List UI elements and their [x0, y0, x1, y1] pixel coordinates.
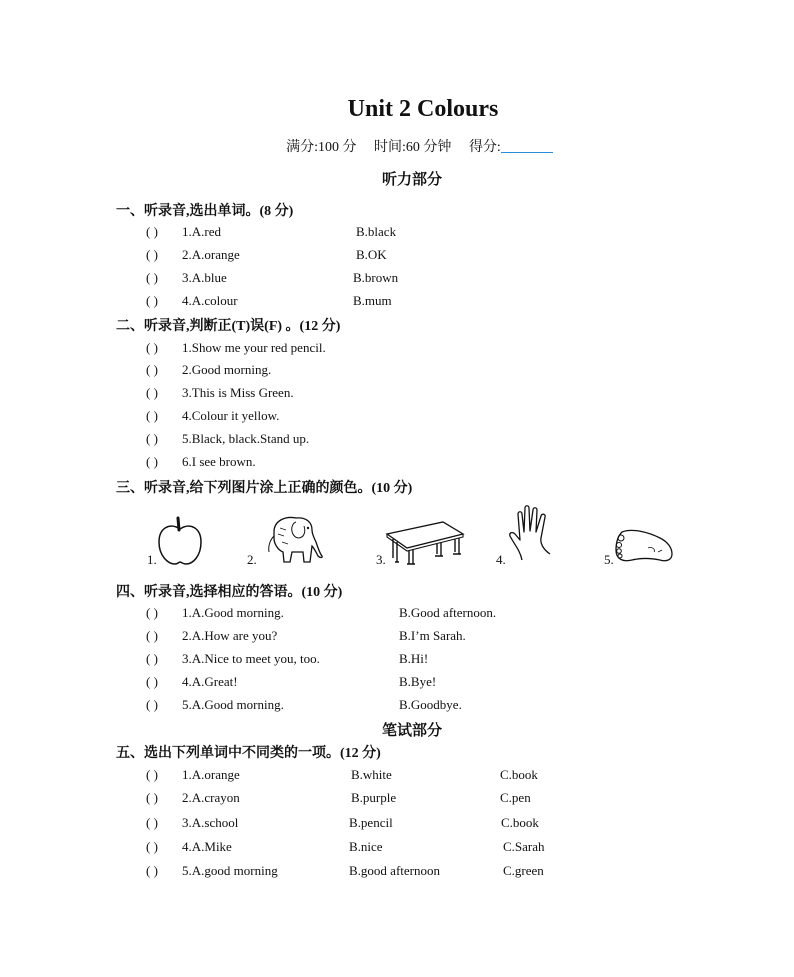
- option-a: 3.A.blue: [182, 270, 227, 285]
- option-b: B.I’m Sarah.: [399, 628, 466, 643]
- option-a: 1.A.orange: [182, 767, 240, 782]
- statement: 3.This is Miss Green.: [182, 385, 294, 400]
- option-b: B.black: [356, 224, 397, 239]
- answer-blank[interactable]: ( ): [146, 408, 158, 423]
- option-a: 5.A.Good morning.: [182, 697, 284, 712]
- answer-blank[interactable]: ( ): [146, 839, 158, 854]
- option-a: 4.A.Mike: [182, 839, 232, 854]
- option-a: 2.A.How are you?: [182, 628, 278, 643]
- picture-number: 3.: [376, 552, 386, 567]
- section-1-heading: 一、听录音,选出单词。(8 分): [116, 204, 294, 219]
- statement: 5.Black, black.Stand up.: [182, 431, 310, 446]
- option-a: 2.A.orange: [182, 247, 240, 262]
- picture-number: 4.: [496, 552, 506, 567]
- full-score: 满分:100 分: [286, 140, 357, 155]
- listening-header: 听力部分: [381, 172, 442, 188]
- option-a: 5.A.good morning: [182, 863, 278, 878]
- option-b: B.OK: [356, 247, 387, 262]
- answer-blank[interactable]: ( ): [146, 454, 158, 469]
- answer-blank[interactable]: ( ): [146, 767, 158, 782]
- option-a: 4.A.colour: [182, 293, 238, 308]
- answer-blank[interactable]: ( ): [146, 270, 158, 285]
- option-b: B.Good afternoon.: [399, 605, 497, 620]
- option-a: 1.A.Good morning.: [182, 605, 284, 620]
- answer-blank[interactable]: ( ): [146, 293, 158, 308]
- answer-blank[interactable]: ( ): [146, 224, 158, 239]
- picture-number: 2.: [247, 552, 257, 567]
- section-5-heading: 五、选出下列单词中不同类的一项。(12 分): [116, 746, 381, 761]
- statement: 6.I see brown.: [182, 454, 256, 469]
- option-b: B.Bye!: [399, 674, 437, 689]
- option-b: B.nice: [349, 839, 383, 854]
- answer-blank[interactable]: ( ): [146, 697, 158, 712]
- answer-blank[interactable]: ( ): [146, 247, 158, 262]
- time-limit: 时间:60 分钟: [374, 140, 452, 155]
- page-title: Unit 2 Colours: [347, 96, 499, 122]
- option-b: B.pencil: [349, 815, 393, 830]
- picture-number: 1.: [147, 552, 157, 567]
- answer-blank[interactable]: ( ): [146, 674, 158, 689]
- option-b: B.Goodbye.: [399, 697, 462, 712]
- foot-picture[interactable]: [612, 526, 674, 566]
- option-c: C.green: [503, 863, 544, 878]
- answer-blank[interactable]: ( ): [146, 815, 158, 830]
- statement: 4.Colour it yellow.: [182, 408, 280, 423]
- section-2-heading: 二、听录音,判断正(T)误(F) 。(12 分): [116, 319, 341, 334]
- score-label: 得分:: [469, 140, 560, 155]
- answer-blank[interactable]: ( ): [146, 385, 158, 400]
- option-a: 1.A.red: [182, 224, 221, 239]
- option-b: B.Hi!: [399, 651, 429, 666]
- answer-blank[interactable]: ( ): [146, 340, 158, 355]
- option-a: 2.A.crayon: [182, 790, 240, 805]
- option-a: 3.A.Nice to meet you, too.: [182, 651, 320, 666]
- answer-blank[interactable]: ( ): [146, 651, 158, 666]
- statement: 1.Show me your red pencil.: [182, 340, 326, 355]
- option-b: B.brown: [353, 270, 399, 285]
- hand-picture[interactable]: [508, 504, 560, 562]
- elephant-picture[interactable]: [260, 512, 328, 566]
- option-b: B.white: [351, 767, 392, 782]
- answer-blank[interactable]: ( ): [146, 863, 158, 878]
- option-c: C.pen: [500, 790, 531, 805]
- answer-blank[interactable]: ( ): [146, 628, 158, 643]
- statement: 2.Good morning.: [182, 362, 272, 377]
- option-b: B.mum: [353, 293, 392, 308]
- answer-blank[interactable]: ( ): [146, 605, 158, 620]
- apple-picture[interactable]: [156, 516, 204, 566]
- answer-blank[interactable]: ( ): [146, 362, 158, 377]
- table-picture[interactable]: [385, 518, 465, 566]
- option-a: 4.A.Great!: [182, 674, 238, 689]
- writing-header: 笔试部分: [381, 723, 442, 739]
- option-a: 3.A.school: [182, 815, 239, 830]
- score-blank[interactable]: [501, 139, 553, 153]
- score-info: [0, 136, 794, 156]
- section-4-heading: 四、听录音,选择相应的答语。(10 分): [116, 585, 343, 600]
- picture-number: 5.: [604, 552, 614, 567]
- option-b: B.purple: [351, 790, 397, 805]
- option-c: C.Sarah: [503, 839, 545, 854]
- answer-blank[interactable]: ( ): [146, 431, 158, 446]
- option-b: B.good afternoon: [349, 863, 440, 878]
- section-3-heading: 三、听录音,给下列图片涂上正确的颜色。(10 分): [116, 481, 413, 496]
- option-c: C.book: [501, 815, 539, 830]
- option-c: C.book: [500, 767, 538, 782]
- answer-blank[interactable]: ( ): [146, 790, 158, 805]
